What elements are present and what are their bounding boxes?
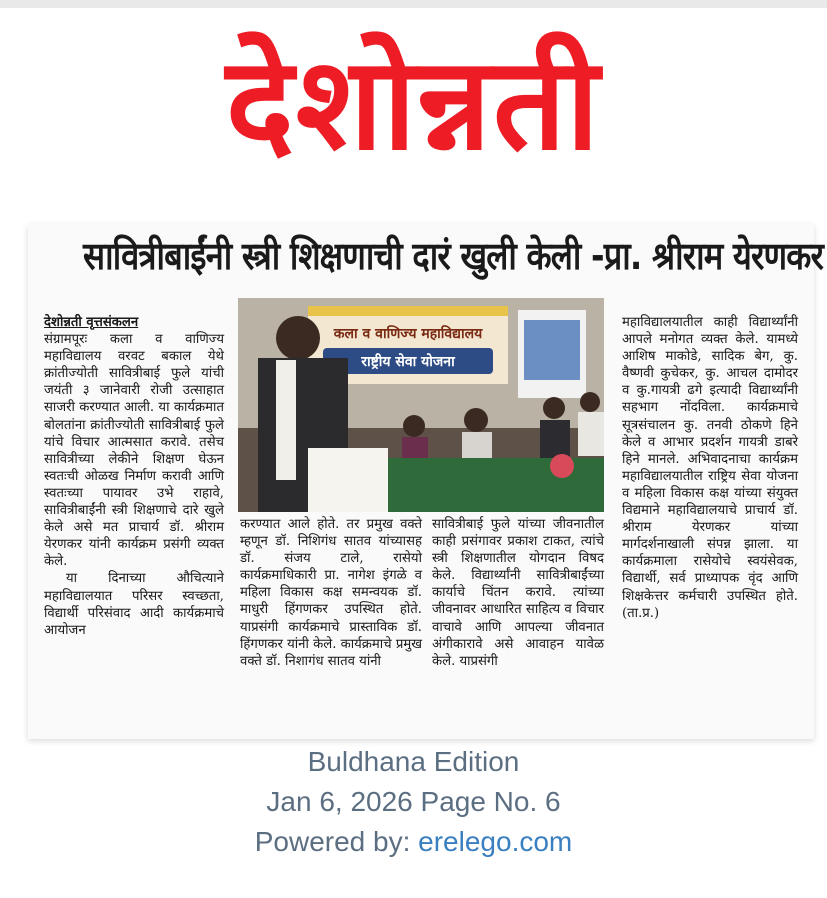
article-column-2	[240, 516, 422, 670]
col1-paragraph-1: संग्रामपूरः कला व वाणिज्य महाविद्यालय वरवट बकाल येथे क्रांतीज्योती सावित्रीबाई फुले यांची जयंती ३ जानेवारी रोजी उत्साहात साजरी करण्यात आली. या कार्यक्रमात बोलतांना क्रांतीज्योती सावित्रीबाई फुले यांचे विचार आत्मसात करावे. तसेच सावित्रीच्या लेकीने शिक्षण घेऊन स्वतःची ओळख निर्माण करावी आणि स्वतःच्या पायावर उभे राहावे, सावित्रीबाईंनी स्त्री शिक्षणाचे दारे खुले केले असे मत प्राचार्य डॉ. श्रीराम येरणकर यांनी कार्यक्रम प्रसंगी व्यक्त केले.	[44, 332, 224, 570]
edition-date-page: Jan 6, 2026 Page No. 6	[266, 786, 561, 817]
photo-banner-text-1: कला व वाणिज्य महाविद्यालय	[333, 326, 483, 342]
powered-by-link[interactable]: erelego.com	[418, 826, 573, 857]
col3-paragraph: सावित्रीबाई फुले यांच्या जीवनातील काही प्रसंगावर प्रकाश टाकत, त्यांचे स्त्री शिक्षणातील योगदान विषद केले. विद्यार्थ्यांनी सावित्रीबाईंच्या कार्याचे चिंतन करावे. त्यांच्या जीवनावर आधारित साहित्य व विचार वाचावे आणि आपल्या जीवनात अंगीकारावे असे आवाहन यावेळ केले. याप्रसंगी	[432, 517, 604, 669]
photo-banner-text-2: राष्ट्रीय सेवा योजना	[361, 354, 455, 370]
event-photo	[238, 298, 604, 512]
article-column-1	[44, 314, 224, 639]
powered-by	[0, 822, 827, 862]
article-headline: सावित्रीबाईंनी स्त्री शिक्षणाची दारं खुली केली -प्रा. श्रीराम येरणकर	[83, 234, 824, 278]
powered-by-label: Powered by:	[254, 826, 419, 857]
newspaper-masthead	[0, 18, 827, 218]
edition-name: Buldhana Edition	[307, 746, 520, 777]
edition-footer	[0, 742, 827, 862]
article-byline: देशोन्नती वृत्तसंकलन	[44, 315, 139, 330]
masthead-title: देशोन्नती	[225, 30, 602, 179]
article-clipping	[28, 224, 824, 739]
article-column-4	[622, 314, 798, 622]
top-strip	[0, 0, 827, 8]
col4-paragraph: महाविद्यालयातील काही विद्यार्थ्यांनी आपले मनोगत व्यक्त केले. यामध्ये आशिष माकोडे, सादिक बेग, कु. वैष्णवी कुचेकर, कु. आचल दामोदर व कु.गायत्री ढगे इत्यादी विद्यार्थ्यांनी सहभाग नोंदविला. कार्यक्रमाचे सूत्रसंचालन कु. तनवी ठोकणे हिने केले व आभार प्रदर्शन गायत्री डाबरे हिने मानले. अभिवादनाचा कार्यक्रम महाविद्यालयातील राष्ट्रिय सेवा योजना व महिला विकास कक्ष यांच्या संयुक्त विद्यमाने महाविद्यालयाचे प्राचार्य डॉ. श्रीराम येरणकर यांच्या मार्गदर्शनाखाली संपन्न झाला. या कार्यक्रमाला रासेयोचे स्वयंसेवक, विद्यार्थी, सर्व प्राध्यापक वृंद आणि शिक्षकेत्तर कर्मचारी उपस्थित होते. (ता.प्र.)	[622, 315, 798, 621]
col2-paragraph: करण्यात आले होते. तर प्रमुख वक्ते म्हणून डॉ. निशिगंध सातव यांच्यासह डॉ. संजय टाले, रासेयो कार्यक्रमाधिकारी प्रा. नागेश इंगळे व महिला विकास कक्ष समन्वयक डॉ. माधुरी हिंगणकर उपस्थित होते. याप्रसंगी कार्यक्रमाचे प्रास्ताविक डॉ. हिंगणकर यांनी केले. कार्यक्रमाचे प्रमुख वक्ते डॉ. निशागंध सातव यांनी	[240, 517, 422, 669]
event-photo-image	[238, 298, 604, 512]
col1-paragraph-2: या दिनाच्या औचित्याने महाविद्यालयात परिसर स्वच्छता, विद्यार्थी परिसंवाद आदी कार्यक्रमाचे आयोजन	[44, 571, 224, 638]
article-column-3	[432, 516, 604, 670]
